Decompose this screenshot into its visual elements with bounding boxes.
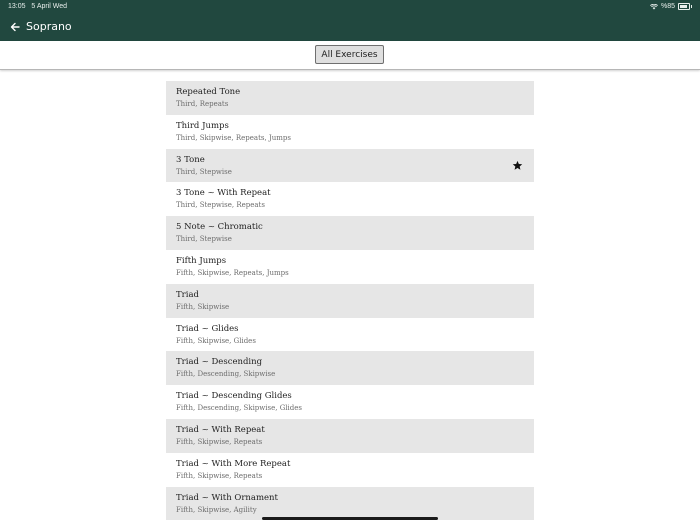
all-exercises-button[interactable]: All Exercises bbox=[315, 45, 384, 64]
back-button[interactable] bbox=[9, 21, 21, 33]
exercise-title: Triad bbox=[176, 289, 199, 300]
status-time: 13:05 bbox=[8, 3, 26, 10]
page-title: Soprano bbox=[26, 20, 72, 33]
exercise-tags: Fifth, Skipwise, Agility bbox=[176, 505, 257, 514]
exercise-tags: Fifth, Descending, Skipwise, Glides bbox=[176, 404, 302, 413]
exercise-row[interactable] bbox=[166, 115, 534, 149]
exercise-row[interactable] bbox=[166, 453, 534, 487]
exercise-row[interactable] bbox=[166, 419, 534, 453]
exercise-tags: Third, Stepwise, Repeats bbox=[176, 201, 265, 210]
exercise-tags: Fifth, Skipwise, Repeats bbox=[176, 437, 263, 446]
exercise-tags: Fifth, Skipwise, Repeats bbox=[176, 471, 263, 480]
status-time-date bbox=[8, 3, 67, 10]
wifi-icon bbox=[650, 4, 658, 10]
exercise-tags: Third, Skipwise, Repeats, Jumps bbox=[176, 133, 291, 142]
exercise-tags: Fifth, Skipwise bbox=[176, 302, 230, 311]
exercise-title: Triad ~ With Repeat bbox=[176, 424, 265, 435]
exercise-title: Fifth Jumps bbox=[176, 255, 227, 266]
exercise-tags: Third, Stepwise bbox=[176, 235, 232, 244]
status-date: 5 April Wed bbox=[31, 3, 68, 10]
exercise-title: Triad ~ With Ornament bbox=[176, 492, 278, 503]
star-icon[interactable] bbox=[512, 160, 523, 171]
exercise-row[interactable] bbox=[166, 182, 534, 216]
filter-bar bbox=[0, 41, 700, 70]
exercise-row[interactable] bbox=[166, 216, 534, 250]
exercise-row[interactable] bbox=[166, 250, 534, 284]
exercise-row[interactable] bbox=[166, 81, 534, 115]
exercise-row[interactable] bbox=[166, 318, 534, 352]
arrow-left-icon bbox=[10, 22, 20, 32]
battery-percent: %85 bbox=[660, 3, 675, 10]
exercise-title: Repeated Tone bbox=[176, 87, 241, 97]
exercise-list bbox=[166, 81, 534, 520]
battery-icon bbox=[678, 3, 690, 10]
exercise-tags: Fifth, Skipwise, Glides bbox=[176, 336, 256, 345]
exercise-title: Triad ~ Descending Glides bbox=[176, 391, 292, 402]
exercise-title: Triad ~ Descending bbox=[176, 357, 263, 368]
exercise-title: 5 Note ~ Chromatic bbox=[176, 222, 263, 233]
exercise-row[interactable] bbox=[166, 284, 534, 318]
exercise-tags: Third, Repeats bbox=[176, 100, 229, 108]
home-indicator[interactable] bbox=[262, 517, 438, 520]
exercise-title: Third Jumps bbox=[176, 120, 229, 131]
exercise-title: 3 Tone bbox=[176, 154, 205, 165]
exercise-title: Triad ~ Glides bbox=[176, 323, 239, 334]
status-indicators bbox=[650, 3, 690, 10]
exercise-tags: Fifth, Skipwise, Repeats, Jumps bbox=[176, 268, 289, 277]
exercise-row[interactable] bbox=[166, 385, 534, 419]
exercise-row[interactable] bbox=[166, 487, 534, 521]
exercise-tags: Fifth, Descending, Skipwise bbox=[176, 370, 276, 379]
exercise-title: Triad ~ With More Repeat bbox=[176, 458, 291, 469]
app-header bbox=[0, 0, 700, 41]
exercise-title: 3 Tone ~ With Repeat bbox=[176, 188, 271, 199]
exercise-row[interactable] bbox=[166, 149, 534, 183]
exercise-tags: Third, Stepwise bbox=[176, 167, 232, 176]
exercise-row[interactable] bbox=[166, 351, 534, 385]
